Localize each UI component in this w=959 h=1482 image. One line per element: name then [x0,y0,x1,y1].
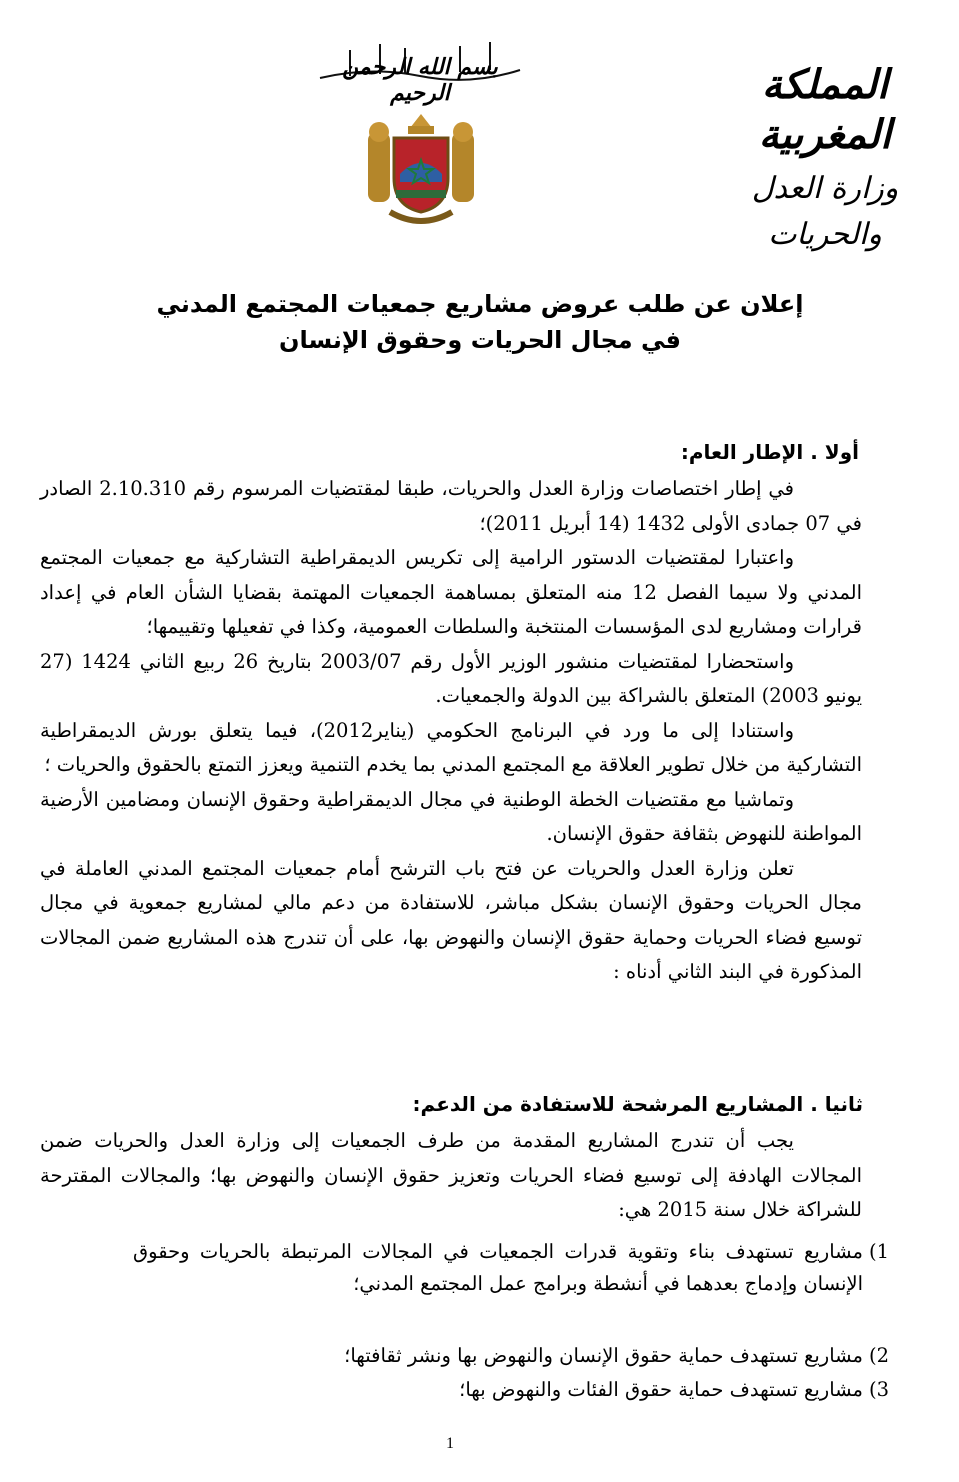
basmala: بسم الله الرحمن الرحيم [310,30,530,92]
section2-heading: ثانيا . المشاريع المرشحة للاستفادة من الدعم: [412,1092,863,1116]
ministry-letterhead [705,60,945,252]
paragraph-5: وتماشيا مع مقتضيات الخطة الوطنية في مجال الديمقراطية وحقوق الإنسان ومضامين الأرضية المواطنة للنهوض بثقافة حقوق الإنسان. [40,787,862,845]
paragraph-3: واستحضارا لمقتضيات منشور الوزير الأول رقم 2003/07 بتاريخ 26 ربيع الثاني 1424 (27 يونيو 2003) المتعلق بالشراكة بين الدولة والجمعيات. [40,649,862,707]
section2-intro: يجب أن تندرج المشاريع المقدمة من طرف الجمعيات إلى وزارة العدل والحريات ضمن المجالات الهادفة إلى توسيع فضاء الحريات وتعزيز حقوق الإنسان والنهوض بها؛ والمجالات المقترحة للشراكة خلال سنة 2015 هي: [40,1129,862,1221]
document-title: إعلان عن طلب عروض مشاريع جمعيات المجتمع المدني في مجال الحريات وحقوق الإنسان [156,290,804,354]
royal-coat-of-arms-icon [360,112,482,228]
paragraph-1: في إطار اختصاصات وزارة العدل والحريات، طبقا لمقتضيات المرسوم رقم 2.10.310 الصادر في 07 جمادى الأولى 1432 (14 أبريل 2011)؛ [40,477,862,535]
list-item: 2) مشاريع تستهدف حماية حقوق الإنسان والنهوض بها ونشر ثقافتها؛ [344,1344,889,1367]
paragraph-6: تعلن وزارة العدل والحريات عن فتح باب الترشح أمام جمعيات المجتمع المدني العاملة في مجال الحريات وحقوق الإنسان بشكل مباشر، للاستفادة من دعم مالي لمشاريع جمعوية في مجال توسيع فضاء الحريات وحماية حقوق الإنسان والنهوض بها، على أن تندرج هذه المشاريع ضمن المجالات المذكورة في البند الثاني أدناه : [40,856,862,983]
kingdom-name: المملكة المغربية [758,61,892,158]
paragraph-2: واعتبارا لمقتضيات الدستور الرامية إلى تكريس الديمقراطية التشاركية مع جمعيات المجتمع المدني ولا سيما الفصل 12 منه المتعلق بمساهمة الجمعيات المهتمة بقضايا الشأن العام في إعداد قرارات ومشاريع لدى المؤسسات المنتخبة والسلطات العمومية، وكذا في تفعيلها وتقييمها؛ [40,546,862,638]
page-number: 1 [446,1435,454,1452]
list-item: 1) مشاريع تستهدف بناء وتقوية قدرات الجمعيات في المجالات المرتبطة بالحريات وحقوق الإنسان وإدماج بعدهما في أنشطة وبرامج عمل المجتمع المدني؛ [133,1240,889,1295]
section1-heading: أولا . الإطار العام: [680,440,859,464]
list-item: 3) مشاريع تستهدف حماية حقوق الفئات والنهوض بها؛ [459,1378,889,1401]
ministry-name: وزارة العدل والحريات [751,171,899,252]
paragraph-4: واستنادا إلى ما ورد في البرنامج الحكومي (يناير2012)، فيما يتعلق بورش الديمقراطية التشاركية من خلال تطوير العلاقة مع المجتمع المدني بما يخدم التنمية ويعزز التمتع بالحقوق والحريات ؛ [40,718,862,776]
section1-body [40,472,862,990]
